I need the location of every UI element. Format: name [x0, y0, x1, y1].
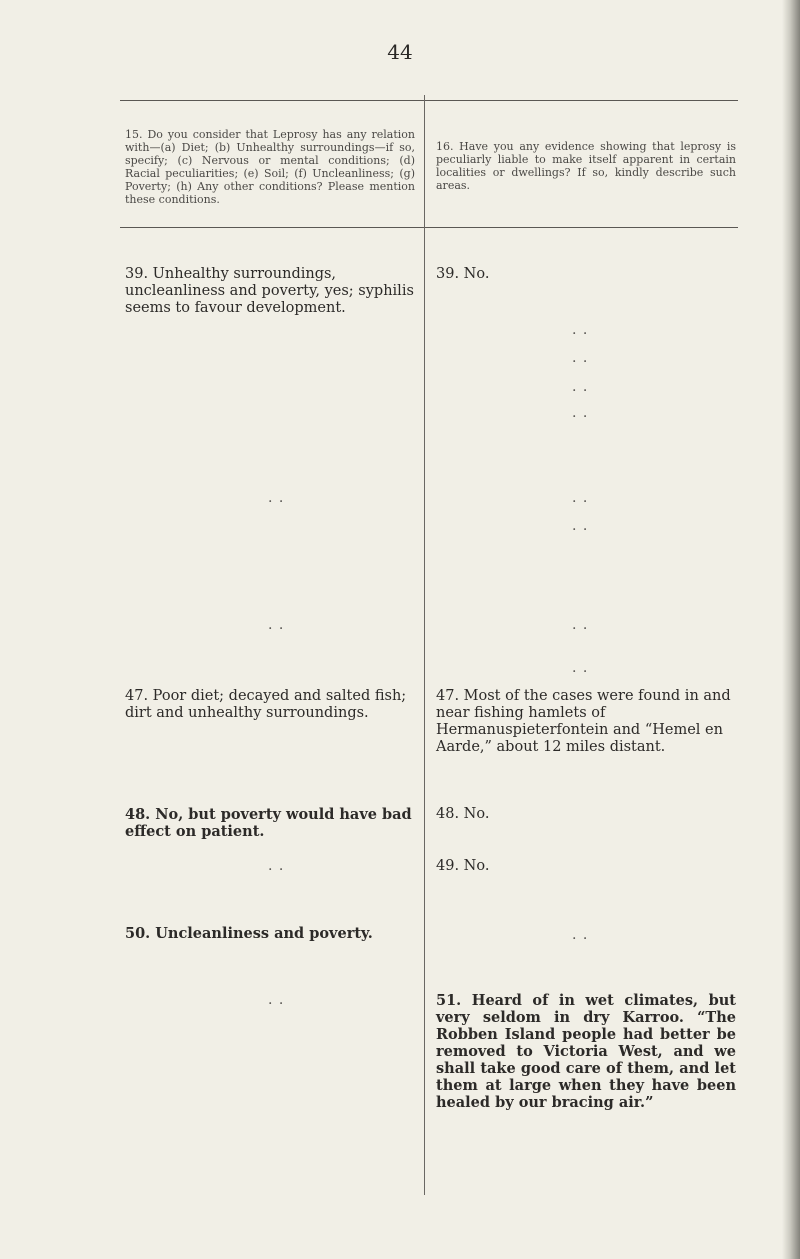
header-rule — [120, 227, 738, 228]
answer-50-left: 50. Uncleanliness and poverty. — [125, 925, 373, 942]
page-number: 44 — [387, 40, 413, 64]
ditto-mark: . . — [572, 322, 589, 338]
answer-51-right: 51. Heard of in wet climates, but very seldom in dry Karroo. “The Robben Island people had better be removed to Victoria West, and we shall take good care of them, and let them at large when they have been healed by our bracing air.” — [436, 992, 736, 1111]
answer-47-right: 47. Most of the cases were found in and near fishing hamlets of Hermanuspieterfontein and “Hemel en Aarde,” about 12 miles distant. — [436, 688, 731, 755]
ditto-mark: . . — [572, 405, 589, 421]
column-divider — [424, 95, 425, 1195]
ditto-mark: . . — [572, 490, 589, 506]
ditto-mark: . . — [268, 992, 285, 1008]
ditto-mark: . . — [572, 660, 589, 676]
ditto-mark: . . — [572, 518, 589, 534]
answer-39-right: 39. No. — [436, 266, 490, 282]
answer-48-right: 48. No. — [436, 806, 490, 822]
question-15: 15. Do you consider that Leprosy has any relation with—(a) Diet; (b) Unhealthy surroundings—if so, specify; (c) Nervous or mental conditions; (d) Racial peculiarities; (e) Soil; (f) Uncleanliness; (g) Poverty; (h) Any other conditions? Please mention these conditions. — [125, 128, 415, 206]
ditto-mark: . . — [572, 350, 589, 366]
answer-49-right: 49. No. — [436, 858, 490, 874]
ditto-mark: . . — [268, 858, 285, 874]
answer-48-left: 48. No, but poverty would have bad effect on patient. — [125, 806, 412, 840]
ditto-mark: . . — [572, 379, 589, 395]
ditto-mark: . . — [268, 490, 285, 506]
answer-39-left: 39. Unhealthy surroundings, uncleanliness and poverty, yes; syphilis seems to favour development. — [125, 266, 414, 316]
question-16: 16. Have you any evidence showing that leprosy is peculiarly liable to make itself apparent in certain localities or dwellings? If so, kindly describe such areas. — [436, 140, 736, 192]
ditto-mark: . . — [268, 617, 285, 633]
ditto-mark: . . — [572, 927, 589, 943]
page-edge-shadow — [782, 0, 800, 1259]
top-rule — [120, 100, 738, 101]
answer-47-left: 47. Poor diet; decayed and salted fish; dirt and unhealthy surroundings. — [125, 688, 407, 721]
ditto-mark: . . — [572, 617, 589, 633]
